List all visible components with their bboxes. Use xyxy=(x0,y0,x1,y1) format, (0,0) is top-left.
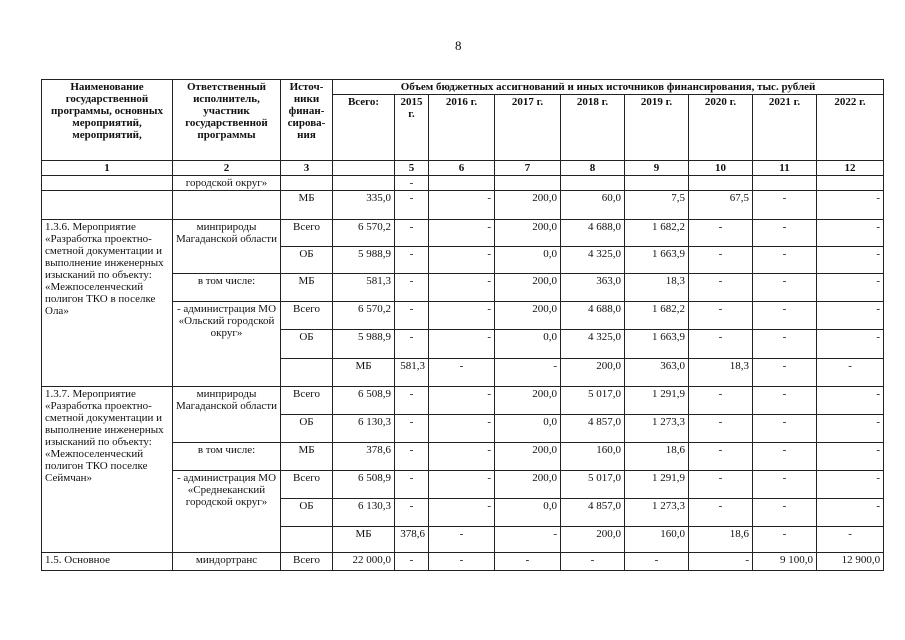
cell-2016: - xyxy=(429,443,495,471)
cell-2019: 1 273,3 xyxy=(625,499,689,527)
cell-2020: - xyxy=(689,387,753,415)
cell-responsible: минприроды Магаданской области xyxy=(173,387,281,443)
cell-source: Всего xyxy=(281,302,333,330)
table-row xyxy=(42,191,884,220)
cell-2021: - xyxy=(753,247,817,274)
cell-2015: - xyxy=(395,553,429,571)
colnum-3: 3 xyxy=(281,161,333,176)
cell-source: Всего xyxy=(281,220,333,247)
cell-2018: 4 325,0 xyxy=(561,330,625,359)
header-total: Всего: xyxy=(333,95,395,161)
colnum-10: 10 xyxy=(689,161,753,176)
cell-total: 6 570,2 xyxy=(333,220,395,247)
cell-source: Всего xyxy=(281,553,333,571)
cell-2018: 160,0 xyxy=(561,443,625,471)
cell-2017: 200,0 xyxy=(495,274,561,302)
cell-source: МБ xyxy=(281,274,333,302)
table-row xyxy=(42,176,884,191)
cell-2022: - xyxy=(817,330,884,359)
cell-responsible: в том числе: xyxy=(173,443,281,471)
cell-2018: 363,0 xyxy=(625,359,689,387)
cell-2017: 0,0 xyxy=(495,415,561,443)
cell-total: 5 988,9 xyxy=(333,247,395,274)
cell-2017: - xyxy=(495,553,561,571)
cell-source: ОБ xyxy=(281,415,333,443)
cell-2022: 12 900,0 xyxy=(817,553,884,571)
cell-2018: 4 688,0 xyxy=(561,220,625,247)
cell-2017: 0,0 xyxy=(495,247,561,274)
header-2021: 2021 г. xyxy=(753,95,817,161)
header-2015: 2015 г. xyxy=(395,95,429,161)
cell-2020: - xyxy=(689,302,753,330)
cell-source: ОБ xyxy=(281,330,333,359)
cell-2016: - xyxy=(429,499,495,527)
cell-2017: 0,0 xyxy=(495,330,561,359)
header-name: Наименование государственной программы, основных мероприятий, мероприятий, xyxy=(42,80,173,161)
cell-2015: - xyxy=(395,471,429,499)
cell-2018: 60,0 xyxy=(561,191,625,220)
cell-2018: - xyxy=(561,553,625,571)
cell-2021: - xyxy=(753,330,817,359)
cell-2017: 200,0 xyxy=(561,527,625,553)
cell-2019: 1 291,9 xyxy=(625,387,689,415)
cell-total: 581,3 xyxy=(333,274,395,302)
cell-2016: - xyxy=(495,527,561,553)
colnum-11: 11 xyxy=(753,161,817,176)
cell-2016: - xyxy=(429,553,495,571)
cell-2017: 200,0 xyxy=(495,443,561,471)
cell-2021: - xyxy=(753,274,817,302)
cell-2021: - xyxy=(753,471,817,499)
cell-2016: - xyxy=(429,191,495,220)
cell-2022: - xyxy=(817,274,884,302)
cell-2018: 4 325,0 xyxy=(561,247,625,274)
cell-total: 581,3 xyxy=(395,359,429,387)
cell-2019: 18,3 xyxy=(689,359,753,387)
header-2018: 2018 г. xyxy=(561,95,625,161)
cell-2018: 5 017,0 xyxy=(561,471,625,499)
cell-2019: 7,5 xyxy=(625,191,689,220)
table-row xyxy=(42,387,884,415)
cell-responsible: - администрация МО «Ольский городской округ» xyxy=(173,302,281,387)
cell-source: Всего xyxy=(281,471,333,499)
cell-2019: 1 663,9 xyxy=(625,247,689,274)
cell-2017: 0,0 xyxy=(495,499,561,527)
cell-2021: - xyxy=(817,527,884,553)
cell-2020: - xyxy=(753,527,817,553)
cell-2018: 160,0 xyxy=(625,527,689,553)
cell-name: 1.3.7. Мероприятие «Разработка проектно-сметной документации и выполнение инженерных изысканий по объекту: «Межпоселенческий полигон ТКО поселке Сеймчан» xyxy=(42,387,173,553)
cell-2019: 1 291,9 xyxy=(625,471,689,499)
cell-2021: - xyxy=(753,499,817,527)
header-2020: 2020 г. xyxy=(689,95,753,161)
cell-total: 335,0 xyxy=(333,191,395,220)
cell-2015: - xyxy=(395,247,429,274)
colnum-5: 5 xyxy=(395,161,429,176)
cell-2017: 200,0 xyxy=(495,220,561,247)
cell-2016: - xyxy=(429,247,495,274)
cell-2017: 200,0 xyxy=(495,191,561,220)
cell-2020: - xyxy=(753,359,817,387)
cell-responsible: миндортранс xyxy=(173,553,281,571)
cell-2021: - xyxy=(753,387,817,415)
cell-2018: 363,0 xyxy=(561,274,625,302)
cell-responsible: городской округ» xyxy=(173,176,281,191)
cell-source: ОБ xyxy=(281,499,333,527)
cell-2020: - xyxy=(689,553,753,571)
cell-2016: - xyxy=(429,330,495,359)
cell-2015: - xyxy=(395,220,429,247)
cell-responsible: минприроды Магаданской области xyxy=(173,220,281,274)
cell-total: 22 000,0 xyxy=(333,553,395,571)
cell-2019: 1 273,3 xyxy=(625,415,689,443)
cell-2017: 200,0 xyxy=(495,387,561,415)
cell-2018: 4 857,0 xyxy=(561,415,625,443)
cell-total: 5 988,9 xyxy=(333,330,395,359)
page-number: 8 xyxy=(455,38,462,53)
colnum-1: 1 xyxy=(42,161,173,176)
cell-2016: - xyxy=(429,387,495,415)
cell-2020: - xyxy=(689,220,753,247)
cell-source: МБ xyxy=(333,527,395,553)
colnum-4 xyxy=(333,161,395,176)
cell-2022: - xyxy=(817,471,884,499)
cell-2021: 9 100,0 xyxy=(753,553,817,571)
cell-2019: 1 682,2 xyxy=(625,302,689,330)
cell-2016: - xyxy=(495,359,561,387)
cell-2020: - xyxy=(689,247,753,274)
cell-2022: - xyxy=(817,247,884,274)
table-row xyxy=(42,220,884,247)
cell-2022: - xyxy=(817,191,884,220)
cell-total: 378,6 xyxy=(395,527,429,553)
cell-2015: - xyxy=(395,387,429,415)
colnum-2: 2 xyxy=(173,161,281,176)
cell-2017: 200,0 xyxy=(561,359,625,387)
cell-responsible: в том числе: xyxy=(173,274,281,302)
cell-source: МБ xyxy=(281,191,333,220)
colnum-7: 7 xyxy=(495,161,561,176)
cell-2015: - xyxy=(395,176,429,191)
header-2022: 2022 г. xyxy=(817,95,884,161)
cell-2015: - xyxy=(395,443,429,471)
cell-2022: - xyxy=(817,415,884,443)
cell-total: 6 570,2 xyxy=(333,302,395,330)
cell-2021: - xyxy=(753,220,817,247)
cell-2016: - xyxy=(429,471,495,499)
cell-2016: - xyxy=(429,220,495,247)
header-group: Объем бюджетных ассигнований и иных источников финансирования, тыс. рублей xyxy=(333,80,884,95)
cell-2022: - xyxy=(817,387,884,415)
cell-2020: 67,5 xyxy=(689,191,753,220)
cell-2015: - xyxy=(395,274,429,302)
cell-2021: - xyxy=(753,415,817,443)
colnum-9: 9 xyxy=(625,161,689,176)
cell-2020: - xyxy=(689,471,753,499)
cell-2022: - xyxy=(817,302,884,330)
cell-source: ОБ xyxy=(281,247,333,274)
colnum-6: 6 xyxy=(429,161,495,176)
cell-2021: - xyxy=(817,359,884,387)
cell-2016: - xyxy=(429,415,495,443)
cell-total: 6 130,3 xyxy=(333,415,395,443)
cell-total: 6 508,9 xyxy=(333,471,395,499)
cell-2015: - xyxy=(395,191,429,220)
table-row xyxy=(42,553,884,571)
cell-2019: 18,3 xyxy=(625,274,689,302)
header-2017: 2017 г. xyxy=(495,95,561,161)
header-source: Источ-ники финан-сирова-ния xyxy=(281,80,333,161)
header-responsible: Ответственный исполнитель, участник государственной программы xyxy=(173,80,281,161)
cell-source: МБ xyxy=(281,443,333,471)
cell-2015: - xyxy=(395,302,429,330)
cell-2015: - xyxy=(395,330,429,359)
cell-2018: 4 688,0 xyxy=(561,302,625,330)
cell-2015: - xyxy=(395,499,429,527)
cell-name: 1.3.6. Мероприятие «Разработка проектно-сметной документации и выполнение инженерных изысканий по объекту: «Межпоселенческий полигон ТКО в поселке Ола» xyxy=(42,220,173,387)
colnum-12: 12 xyxy=(817,161,884,176)
cell-2015: - xyxy=(429,527,495,553)
header-2019: 2019 г. xyxy=(625,95,689,161)
cell-2016: - xyxy=(429,274,495,302)
cell-2022: - xyxy=(817,499,884,527)
cell-2022: - xyxy=(817,220,884,247)
cell-2020: - xyxy=(689,499,753,527)
cell-2019: 1 663,9 xyxy=(625,330,689,359)
cell-2017: 200,0 xyxy=(495,302,561,330)
cell-responsible: - администрация МО «Среднеканский городской округ» xyxy=(173,471,281,553)
cell-total: 378,6 xyxy=(333,443,395,471)
cell-2015: - xyxy=(395,415,429,443)
cell-2020: - xyxy=(689,274,753,302)
colnum-8: 8 xyxy=(561,161,625,176)
cell-2020: - xyxy=(689,415,753,443)
cell-2020: - xyxy=(689,443,753,471)
header-2016: 2016 г. xyxy=(429,95,495,161)
cell-2022: - xyxy=(817,443,884,471)
cell-total: 6 508,9 xyxy=(333,387,395,415)
cell-2019: 1 682,2 xyxy=(625,220,689,247)
financing-table xyxy=(41,79,884,571)
column-number-row xyxy=(42,161,884,176)
cell-2019: - xyxy=(625,553,689,571)
cell-2019: 18,6 xyxy=(689,527,753,553)
cell-2018: 4 857,0 xyxy=(561,499,625,527)
cell-2020: - xyxy=(689,330,753,359)
cell-source: МБ xyxy=(333,359,395,387)
cell-2021: - xyxy=(753,443,817,471)
cell-2017: 200,0 xyxy=(495,471,561,499)
cell-2021: - xyxy=(753,302,817,330)
cell-total: 6 130,3 xyxy=(333,499,395,527)
cell-source: Всего xyxy=(281,387,333,415)
cell-2015: - xyxy=(429,359,495,387)
cell-name: 1.5. Основное xyxy=(42,553,173,571)
cell-2021: - xyxy=(753,191,817,220)
cell-2016: - xyxy=(429,302,495,330)
cell-2019: 18,6 xyxy=(625,443,689,471)
cell-2018: 5 017,0 xyxy=(561,387,625,415)
